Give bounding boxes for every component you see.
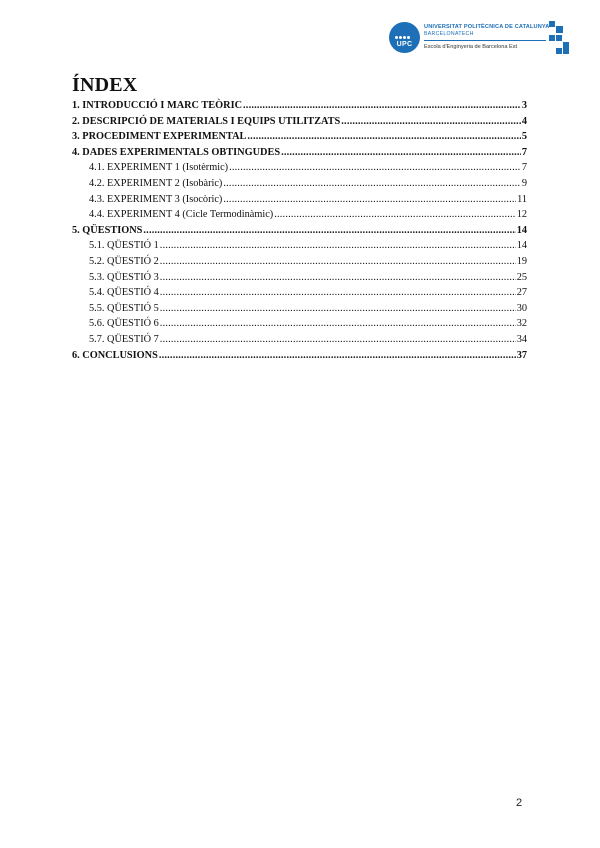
toc-entry[interactable]	[72, 240, 527, 256]
logo-rule	[424, 40, 546, 41]
toc-entry[interactable]	[72, 162, 527, 178]
toc-dot-leader	[247, 131, 520, 142]
toc-entry-label: 5.4. QÜESTIÓ 4	[89, 287, 159, 299]
toc-entry[interactable]	[72, 131, 527, 147]
toc-entry-page: 4	[521, 115, 527, 127]
logo-mark-text: UPC	[396, 41, 413, 48]
toc-entry-label: 4.1. EXPERIMENT 1 (Isotèrmic)	[89, 162, 229, 174]
toc-entry-label: 5.7. QÜESTIÓ 7	[89, 333, 159, 345]
toc-entry-label: 5.2. QÜESTIÓ 2	[89, 255, 159, 267]
toc-dot-leader	[160, 256, 516, 267]
toc-entry[interactable]	[72, 147, 527, 163]
toc-dot-leader	[160, 334, 516, 345]
logo-squares-icon	[549, 21, 569, 55]
page-number: 2	[516, 797, 523, 809]
toc-entry-label: 6. CONCLUSIONS	[72, 349, 158, 361]
toc-dot-leader	[160, 240, 516, 251]
toc-entry-page: 25	[516, 271, 527, 283]
page-title: ÍNDEX	[72, 74, 138, 96]
toc-entry[interactable]	[72, 194, 527, 210]
toc-entry[interactable]	[72, 225, 527, 241]
toc-entry[interactable]	[72, 272, 527, 288]
upc-logo	[389, 21, 569, 57]
toc-entry-label: 1. INTRODUCCIÓ I MARC TEÒRIC	[72, 100, 243, 111]
toc-entry[interactable]	[72, 287, 527, 303]
toc-entry-page: 3	[521, 100, 527, 111]
toc-entry[interactable]	[72, 209, 527, 225]
toc-entry-label: 4. DADES EXPERIMENTALS OBTINGUDES	[72, 146, 281, 158]
toc-entry-page: 34	[516, 333, 527, 345]
toc-dot-leader	[341, 116, 521, 127]
toc-entry-page: 7	[521, 162, 527, 174]
logo-subtitle: BARCELONATECH	[424, 31, 474, 37]
toc-entry-page: 14	[516, 240, 527, 252]
toc-dot-leader	[223, 178, 520, 189]
toc-entry[interactable]	[72, 256, 527, 272]
toc-entry[interactable]	[72, 303, 527, 319]
toc-entry-page: 32	[516, 318, 527, 330]
toc-dot-leader	[143, 225, 515, 236]
toc-dot-leader	[160, 303, 516, 314]
toc-entry-page: 37	[516, 349, 527, 361]
toc-entry-page: 19	[516, 255, 527, 267]
toc-entry[interactable]	[72, 100, 527, 116]
toc-dot-leader	[281, 147, 521, 158]
toc-entry[interactable]	[72, 334, 527, 350]
toc-entry-label: 5. QÜESTIONS	[72, 224, 143, 236]
toc-entry-label: 3. PROCEDIMENT EXPERIMENTAL	[72, 131, 247, 143]
toc-entry-page: 27	[516, 287, 527, 299]
toc-entry-page: 30	[516, 302, 527, 314]
toc-entry[interactable]	[72, 318, 527, 334]
toc-entry[interactable]	[72, 178, 527, 194]
toc-entry-label: 4.3. EXPERIMENT 3 (Isocòric)	[89, 193, 223, 205]
toc-dot-leader	[223, 194, 516, 205]
toc-entry-page: 7	[521, 146, 527, 158]
logo-university-name: UNIVERSITAT POLITÈCNICA DE CATALUNYA	[424, 24, 550, 30]
toc-dot-leader	[160, 287, 516, 298]
toc-entry-label: 5.1. QÜESTIÓ 1	[89, 240, 159, 252]
toc-entry-label: 2. DESCRIPCIÓ DE MATERIALS I EQUIPS UTILITZATS	[72, 115, 341, 127]
toc-entry-page: 14	[516, 224, 527, 236]
logo-school-name: Escola d'Enginyeria de Barcelona Est	[424, 44, 518, 50]
toc-entry-label: 4.4. EXPERIMENT 4 (Cicle Termodinàmic)	[89, 209, 274, 221]
toc-entry-label: 5.5. QÜESTIÓ 5	[89, 302, 159, 314]
toc-entry[interactable]	[72, 116, 527, 132]
toc-dot-leader	[274, 209, 515, 220]
toc-entry-page: 5	[521, 131, 527, 143]
toc-entry-page: 11	[517, 193, 527, 205]
toc-dot-leader	[159, 350, 516, 361]
toc-dot-leader	[160, 318, 516, 329]
toc-dot-leader	[229, 162, 521, 173]
logo-text	[424, 24, 549, 50]
toc-dot-leader	[243, 100, 521, 111]
toc-entry-label: 5.3. QÜESTIÓ 3	[89, 271, 159, 283]
upc-logo-mark	[389, 22, 420, 53]
table-of-contents	[72, 100, 527, 365]
toc-entry-label: 4.2. EXPERIMENT 2 (Isobàric)	[89, 177, 223, 189]
toc-dot-leader	[160, 272, 516, 283]
toc-entry-page: 12	[516, 209, 527, 221]
logo-dots	[395, 27, 414, 39]
toc-entry-page: 9	[521, 177, 527, 189]
toc-entry[interactable]	[72, 350, 527, 366]
toc-entry-label: 5.6. QÜESTIÓ 6	[89, 318, 159, 330]
